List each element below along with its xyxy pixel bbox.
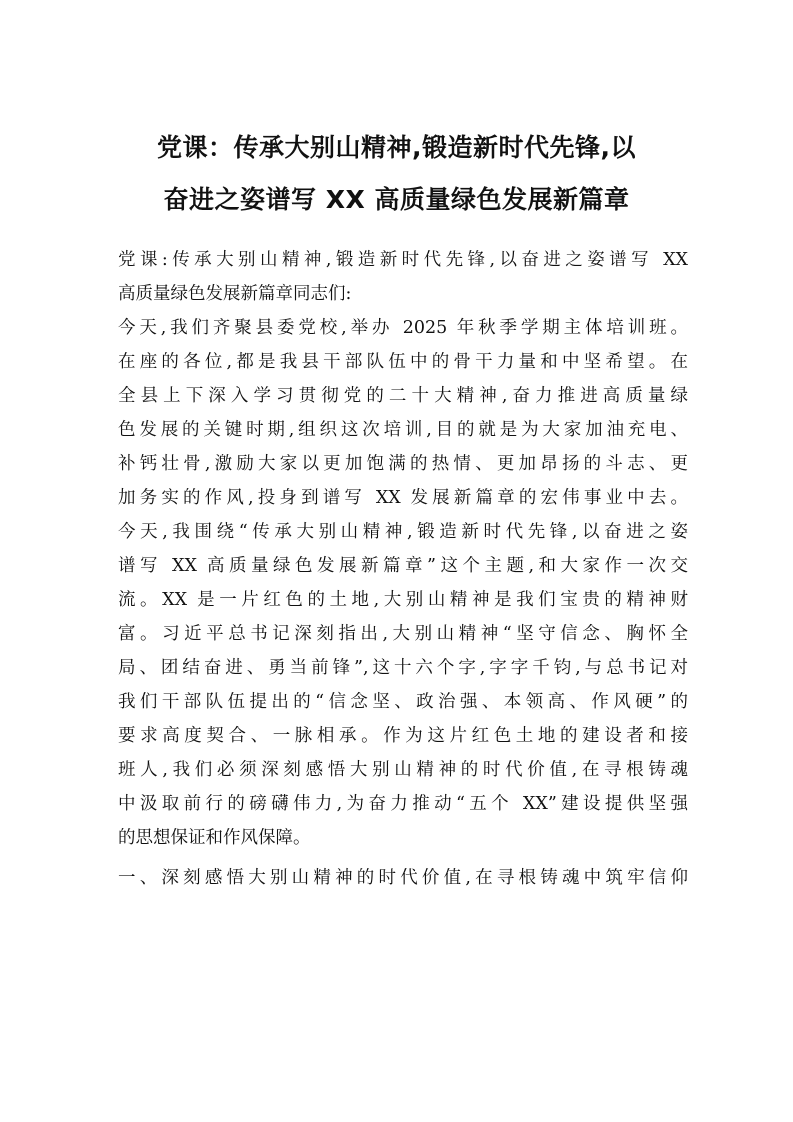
- body-line: 我们干部队伍提出的“信念坚、政治强、本领高、作风硬”的: [118, 692, 688, 712]
- body-line: 要求高度契合、一脉相承。作为这片红色土地的建设者和接: [118, 726, 688, 746]
- body-line: 的思想保证和作风保障。: [118, 828, 311, 848]
- body-line: 富。习近平总书记深刻指出,大别山精神“坚守信念、胸怀全: [118, 624, 688, 644]
- title-line-1: 党课：传承大别山精神,锻造新时代先锋,以: [157, 133, 636, 162]
- body-line: 流。XX 是一片红色的土地,大别山精神是我们宝贵的精神财: [118, 590, 688, 610]
- body-line: 今天,我围绕“传承大别山精神,锻造新时代先锋,以奋进之姿: [118, 522, 688, 542]
- body-line: 高质量绿色发展新篇章同志们:: [118, 284, 352, 304]
- body-line: 局、团结奋进、勇当前锋”,这十六个字,字字千钧,与总书记对: [118, 658, 688, 678]
- body-line: 谱写 XX 高质量绿色发展新篇章”这个主题,和大家作一次交: [118, 556, 688, 576]
- section-heading: 一、深刻感悟大别山精神的时代价值,在寻根铸魂中筑牢信仰: [118, 868, 688, 888]
- title-line-2: 奋进之姿谱写 XX 高质量绿色发展新篇章: [163, 185, 630, 214]
- document-body: [118, 243, 688, 895]
- body-line: 党课:传承大别山精神,锻造新时代先锋,以奋进之姿谱写 XX: [118, 250, 688, 270]
- body-line: 补钙壮骨,激励大家以更加饱满的热情、更加昂扬的斗志、更: [118, 454, 688, 474]
- body-line: 色发展的关键时期,组织这次培训,目的就是为大家加油充电、: [118, 420, 688, 440]
- body-line: 中汲取前行的磅礴伟力,为奋力推动“五个 XX”建设提供坚强: [118, 794, 688, 814]
- body-line: 今天,我们齐聚县委党校,举办 2025 年秋季学期主体培训班。: [118, 318, 688, 338]
- document-title: [110, 122, 683, 226]
- body-line: 在座的各位,都是我县干部队伍中的骨干力量和中坚希望。在: [118, 352, 688, 372]
- body-line: 班人,我们必须深刻感悟大别山精神的时代价值,在寻根铸魂: [118, 760, 688, 780]
- body-line: 全县上下深入学习贯彻党的二十大精神,奋力推进高质量绿: [118, 386, 688, 406]
- body-line: 加务实的作风,投身到谱写 XX 发展新篇章的宏伟事业中去。: [118, 488, 688, 508]
